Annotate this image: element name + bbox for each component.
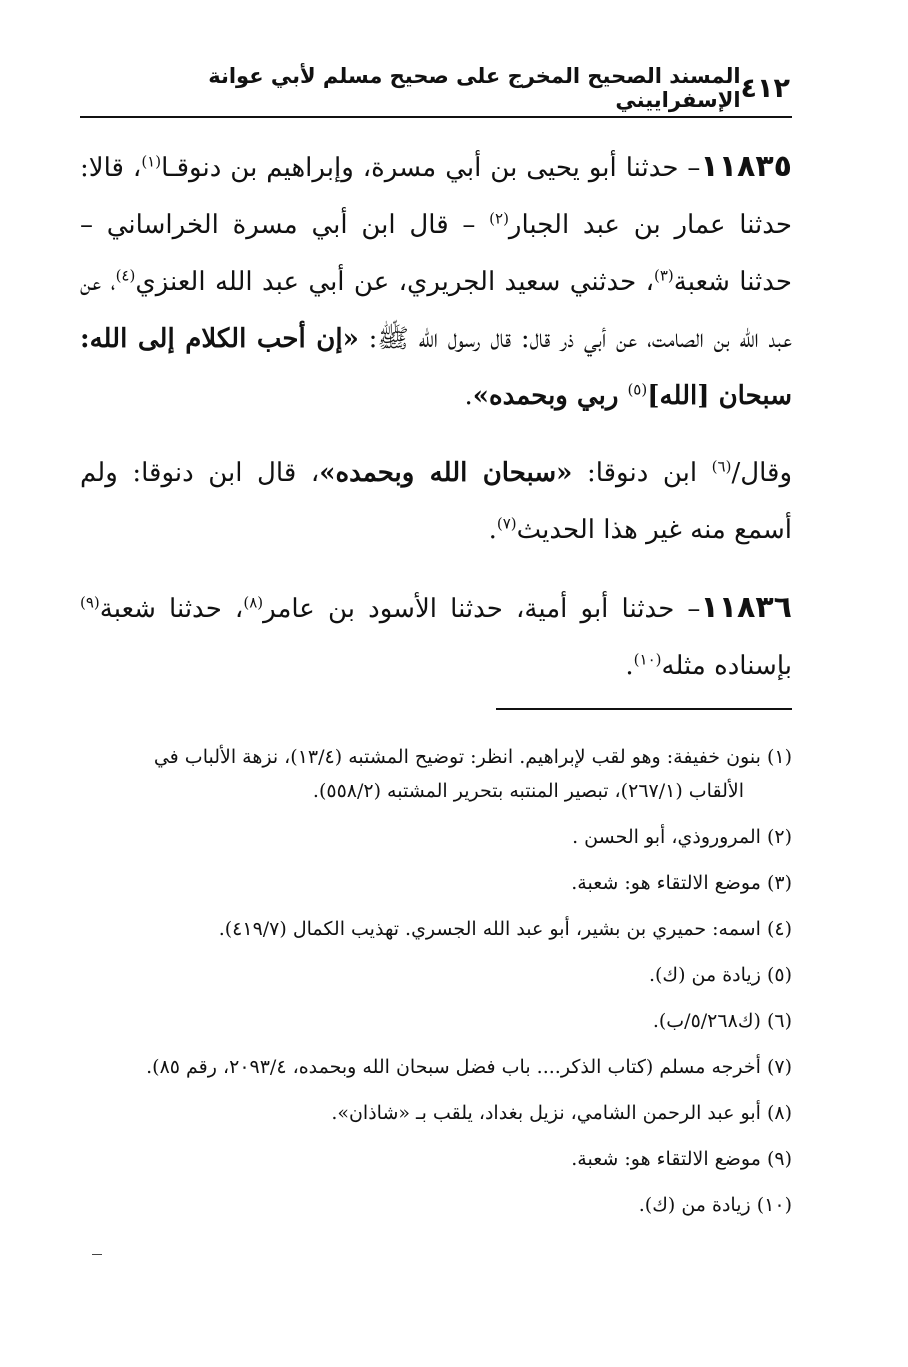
footnote-number: (٩)	[766, 1148, 792, 1170]
footnote	[80, 1096, 792, 1130]
footnote-number: (٦)	[766, 1010, 792, 1032]
footnote-text: (ك٥/٢٦٨/ب).	[652, 1010, 761, 1032]
hadith-text: .	[625, 651, 634, 681]
hadith-text: – قال ابن أبي مسرة الخراساني – حدثنا شعبة	[80, 210, 792, 297]
footnote-text: المروروذي، أبو الحسن .	[572, 826, 761, 848]
footnote-text: بنون خفيفة: وهو لقب لإبراهيم. انظر: توضيح المشتبه (١٣/٤)، نزهة الألباب في	[153, 746, 761, 768]
hadith-paragraph	[80, 138, 792, 425]
footnote-text: زيادة من (ك).	[648, 964, 761, 986]
footnote-number: (٤)	[766, 918, 792, 940]
footnote	[80, 820, 792, 854]
footnote	[80, 912, 792, 946]
hadith-paragraph	[80, 445, 792, 559]
scan-mark	[92, 1254, 102, 1255]
main-text	[80, 138, 792, 715]
hadith-text: وقال/	[731, 458, 792, 488]
footnote-ref: (٧)	[496, 514, 517, 533]
footnote-ref: (٨)	[243, 593, 264, 612]
header-rule	[80, 116, 792, 118]
footnote-separator	[496, 708, 792, 710]
footnote	[80, 958, 792, 992]
footnote-text: أبو عبد الرحمن الشامي، نزيل بغداد، يلقب بـ «شاذان».	[331, 1102, 761, 1124]
footnote-text: اسمه: حميري بن بشير، أبو عبد الله الجسري. تهذيب الكمال (٤١٩/٧).	[218, 918, 761, 940]
footnote-text-continuation: الألقاب (٢٦٧/١)، تبصير المنتبه بتحرير المشتبه (٥٥٨/٢).	[312, 780, 744, 802]
page-header	[150, 66, 790, 110]
hadith-text: ، عن عبد الله بن الصامت، عن أبي ذر قال: قال رسول الله ﷺ:	[80, 267, 793, 354]
hadith-text: .	[488, 515, 497, 545]
prophetic-quote: ربي وبحمده»	[472, 381, 628, 411]
hadith-text: بإسناده مثله	[661, 651, 792, 681]
footnote-ref: (١)	[141, 152, 162, 171]
footnote-number: (١٠)	[756, 1194, 792, 1216]
hadith-text: .	[464, 381, 473, 411]
footnote-ref: (٩)	[80, 593, 100, 612]
footnote-number: (١)	[766, 746, 792, 768]
footnote-ref: (٢)	[489, 209, 509, 228]
footnote	[80, 740, 792, 808]
hadith-text: ، حدثنا شعبة	[99, 594, 244, 624]
hadith-text: ، قال ابن دنوقا: ولم أسمع منه غير هذا الحديث	[80, 458, 792, 545]
footnote-ref: (٣)	[654, 266, 674, 285]
prophetic-quote: «سبحان الله وبحمده»	[319, 458, 573, 488]
footnote	[80, 1188, 792, 1222]
footnote-text: أخرجه مسلم (كتاب الذكر.... باب فضل سبحان الله وبحمده، ٢٠٩٣/٤، رقم ٨٥).	[146, 1056, 761, 1078]
footnote	[80, 1050, 792, 1084]
hadith-text: – حدثنا أبو أمية، حدثنا الأسود بن عامر	[263, 594, 701, 624]
hadith-text: ، قالا: حدثنا عمار بن عبد الجبار	[80, 153, 792, 240]
footnote-ref: (١٠)	[633, 650, 662, 669]
footnote-number: (٣)	[766, 872, 792, 894]
footnote	[80, 866, 792, 900]
footnote-number: (٧)	[766, 1056, 792, 1078]
hadith-number: ١١٨٣٥	[700, 149, 792, 184]
footnote-ref: (٥)	[627, 380, 648, 399]
footnote-ref: (٤)	[115, 266, 136, 285]
footnote	[80, 1004, 792, 1038]
footnote-ref: (٦)	[711, 457, 732, 476]
footnote-text: زيادة من (ك).	[638, 1194, 751, 1216]
hadith-text: ابن دنوقا:	[572, 458, 712, 488]
hadith-text: – حدثنا أبو يحيى بن أبي مسرة، وإبراهيم بن دنوقـا	[161, 153, 701, 183]
page-number: ٤١٢	[740, 72, 790, 104]
footnote-text: موضع الالتقاء هو: شعبة.	[571, 1148, 761, 1170]
footnote-text: موضع الالتقاء هو: شعبة.	[571, 872, 761, 894]
hadith-text: ، حدثني سعيد الجريري، عن أبي عبد الله العنزي	[135, 267, 654, 297]
footnote-number: (٥)	[766, 964, 792, 986]
running-title: المسند الصحيح المخرج على صحيح مسلم لأبي عوانة الإسفراييني	[208, 64, 741, 112]
prophetic-quote: «إن أحب الكلام إلى الله: سبحان [الله]	[80, 324, 792, 411]
footnote-number: (٨)	[766, 1102, 792, 1124]
footnote-number: (٢)	[766, 826, 792, 848]
footnote	[80, 1142, 792, 1176]
hadith-number: ١١٨٣٦	[700, 590, 792, 625]
footnotes	[80, 740, 792, 1234]
hadith-paragraph	[80, 579, 792, 695]
